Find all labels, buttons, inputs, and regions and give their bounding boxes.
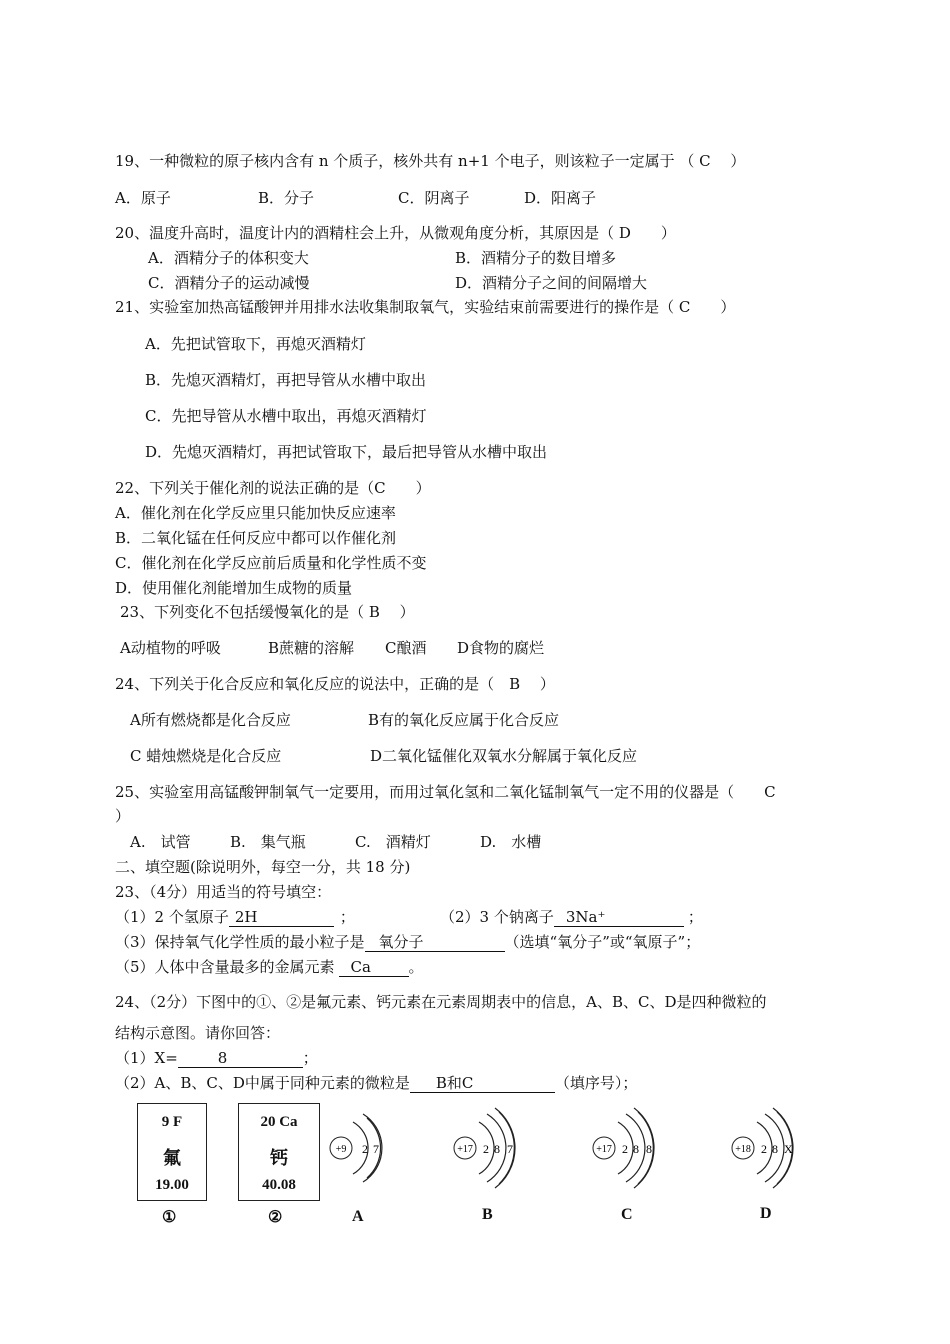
shell-b-3: 7 bbox=[507, 1142, 513, 1156]
q19-option-c: C．阴离子 bbox=[398, 189, 470, 207]
answer-blank-2: 3Na⁺ bbox=[554, 908, 684, 927]
fill24-stem-1: 24、（2分）下图中的①、②是氟元素、钙元素在元素周期表中的信息，A、B、C、D是四种微粒的 bbox=[115, 993, 767, 1011]
nucleus-a bbox=[330, 1137, 352, 1159]
fill23-line5: （5）人体中含量最多的金属元素 Ca 。 bbox=[115, 958, 424, 976]
shell-c-1: 2 bbox=[622, 1142, 628, 1156]
fill23-line1: （1）2 个氢原子 2H ； bbox=[115, 908, 355, 926]
shell-c-3: 8 bbox=[646, 1142, 652, 1156]
q25-stem-end: ） bbox=[115, 807, 131, 825]
q24-choice-option-d: D二氧化锰催化双氧水分解属于氧化反应 bbox=[370, 747, 638, 765]
q20-option-a: A．酒精分子的体积变大 bbox=[148, 249, 309, 267]
nucleus-b-charge: +17 bbox=[457, 1144, 473, 1155]
nucleus-d bbox=[732, 1137, 754, 1159]
fill24-stem-2: 结构示意图。请你回答： bbox=[115, 1024, 281, 1042]
atom-label-d: D bbox=[760, 1205, 772, 1222]
q25-option-a: A. 试管 bbox=[130, 833, 191, 851]
fill24-line2: （2）A、B、C、D中属于同种元素的微粒是 B和C （填序号）； bbox=[115, 1074, 638, 1092]
atom-label-a: A bbox=[352, 1208, 364, 1225]
shell-b-1: 2 bbox=[483, 1142, 489, 1156]
q19-option-b: B．分子 bbox=[258, 189, 315, 207]
fill23-line3: （3）保持氧气化学性质的最小粒子是 氧分子 （选填“氧分子”或“氧原子”； bbox=[115, 933, 701, 951]
atom-diagram-a bbox=[330, 1114, 382, 1182]
nucleus-a-charge: +9 bbox=[335, 1144, 347, 1155]
q20-option-d: D．酒精分子之间的间隔增大 bbox=[455, 274, 648, 292]
shell-d-1: 2 bbox=[761, 1142, 767, 1156]
q23-choice-option-a: A动植物的呼吸 bbox=[120, 639, 221, 657]
q25-option-d: D. 水槽 bbox=[480, 833, 542, 851]
q19-stem: 19、一种微粒的原子核内含有 n 个质子，核外共有 n+1 个电子，则该粒子一定属于 （ C ） bbox=[115, 152, 746, 170]
card-label-2: ② bbox=[268, 1209, 283, 1226]
q23-choice-option-d: D食物的腐烂 bbox=[457, 639, 545, 657]
atom-label-b: B bbox=[482, 1206, 493, 1223]
answer-blank-3: 氧分子 bbox=[365, 933, 505, 952]
answer-blank-1: 2H bbox=[229, 908, 334, 927]
q21-option-a: A．先把试管取下，再熄灭酒精灯 bbox=[145, 335, 366, 353]
atom-diagram-c bbox=[593, 1108, 654, 1188]
shell-d-3: X bbox=[784, 1142, 793, 1156]
card-label-1: ① bbox=[162, 1209, 177, 1226]
q25-option-b: B. 集气瓶 bbox=[230, 833, 306, 851]
shell-b-2: 8 bbox=[494, 1142, 500, 1156]
q21-option-b: B．先熄灭酒精灯，再把导管从水槽中取出 bbox=[145, 371, 427, 389]
q23-choice-stem: 23、下列变化不包括缓慢氧化的是（ B ） bbox=[120, 603, 415, 621]
q24-choice-stem: 24、下列关于化合反应和氧化反应的说法中，正确的是（ B ） bbox=[115, 675, 555, 693]
fill23-line2: （2）3 个钠离子 3Na⁺ ； bbox=[440, 908, 703, 926]
q24-choice-option-a: A所有燃烧都是化合反应 bbox=[130, 711, 291, 729]
atom-diagram-b bbox=[454, 1108, 515, 1188]
shell-a-1: 2 bbox=[362, 1142, 368, 1156]
q20-option-b: B．酒精分子的数目增多 bbox=[455, 249, 617, 267]
q23-choice-option-c: C酿酒 bbox=[385, 639, 427, 657]
q20-option-c: C．酒精分子的运动减慢 bbox=[148, 274, 310, 292]
element-card-fluorine: 9 F 氟 19.00 bbox=[137, 1103, 207, 1201]
atom-diagram-d bbox=[732, 1108, 793, 1188]
q20-stem: 20、温度升高时，温度计内的酒精柱会上升，从微观角度分析，其原因是（ D ） bbox=[115, 224, 676, 242]
q21-option-d: D．先熄灭酒精灯，再把试管取下，最后把导管从水槽中取出 bbox=[145, 443, 548, 461]
q19-option-d: D．阳离子 bbox=[524, 189, 597, 207]
q25-option-c: C. 酒精灯 bbox=[355, 833, 431, 851]
answer-blank-5: Ca bbox=[339, 958, 409, 977]
shell-c-2: 8 bbox=[633, 1142, 639, 1156]
shell-a-2: 7 bbox=[373, 1142, 379, 1156]
q22-stem: 22、下列关于催化剂的说法正确的是（C ） bbox=[115, 479, 431, 497]
q21-option-c: C．先把导管从水槽中取出，再熄灭酒精灯 bbox=[145, 407, 427, 425]
fill24-line1: （1）X= 8 ； bbox=[115, 1049, 318, 1067]
fill23-stem: 23、（4分）用适当的符号填空： bbox=[115, 883, 332, 901]
q22-option-d: D．使用催化剂能增加生成物的质量 bbox=[115, 579, 353, 597]
nucleus-d-charge: +18 bbox=[735, 1144, 751, 1155]
nucleus-c bbox=[593, 1137, 615, 1159]
q25-stem: 25、实验室用高锰酸钾制氧气一定要用，而用过氧化氢和二氧化锰制氧气一定不用的仪器是（ C bbox=[115, 783, 776, 801]
answer-blank-x: 8 bbox=[178, 1049, 303, 1068]
q22-option-a: A．催化剂在化学反应里只能加快反应速率 bbox=[115, 504, 396, 522]
answer-blank-same-element: B和C bbox=[410, 1074, 555, 1093]
q22-option-b: B．二氧化锰在任何反应中都可以作催化剂 bbox=[115, 529, 397, 547]
shell-d-2: 8 bbox=[772, 1142, 778, 1156]
q24-choice-option-c: C 蜡烛燃烧是化合反应 bbox=[130, 747, 282, 765]
q19-option-a: A．原子 bbox=[115, 189, 171, 207]
section-heading: 二、填空题(除说明外，每空一分，共 18 分) bbox=[115, 858, 411, 876]
nucleus-b bbox=[454, 1137, 476, 1159]
q23-choice-option-b: B蔗糖的溶解 bbox=[268, 639, 355, 657]
element-card-calcium: 20 Ca 钙 40.08 bbox=[238, 1103, 320, 1201]
q21-stem: 21、实验室加热高锰酸钾并用排水法收集制取氧气，实验结束前需要进行的操作是（ C ） bbox=[115, 298, 736, 316]
atom-label-c: C bbox=[621, 1206, 633, 1223]
q24-choice-option-b: B有的氧化反应属于化合反应 bbox=[368, 711, 560, 729]
q22-option-c: C．催化剂在化学反应前后质量和化学性质不变 bbox=[115, 554, 427, 572]
nucleus-c-charge: +17 bbox=[596, 1144, 612, 1155]
